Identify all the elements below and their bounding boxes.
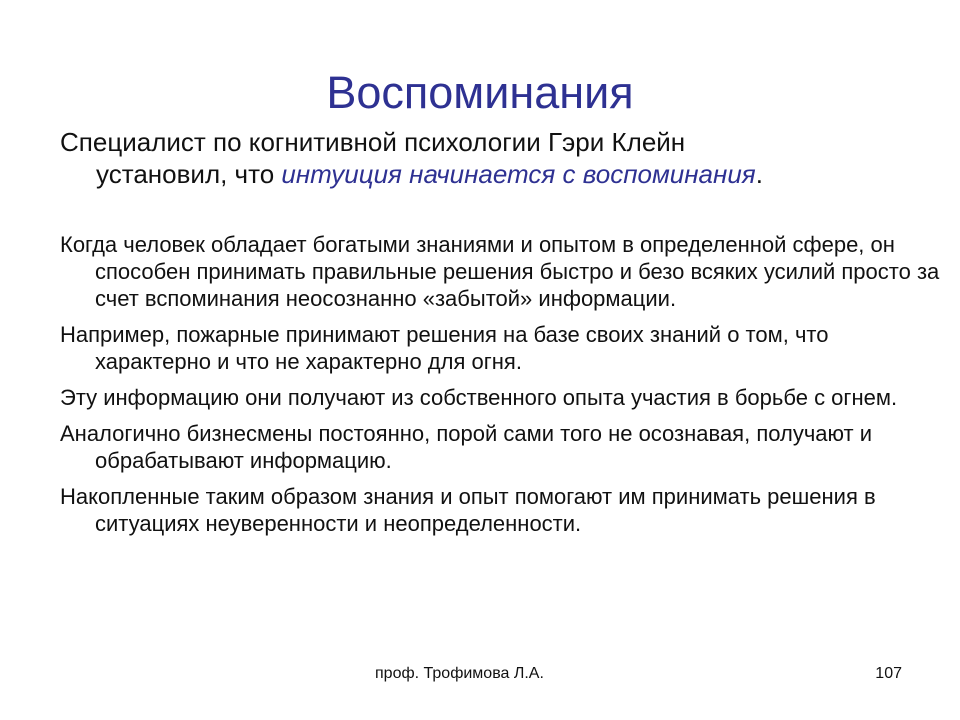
paragraph-businessmen: Аналогично бизнесмены постоянно, порой сами того не осознавая, получают и обрабатывают информацию. <box>60 421 873 473</box>
paragraph-accumulated-knowledge: Накопленные таким образом знания и опыт помогают им принимать решения в ситуациях неуверенности и неопределенности. <box>60 484 876 536</box>
footer-author: проф. Трофимова Л.А. <box>375 665 544 682</box>
lead-line-2-prefix: установил, что <box>96 159 282 189</box>
page-number: 107 <box>875 665 902 682</box>
lead-line-2 <box>60 158 920 190</box>
body-text <box>60 231 940 546</box>
lead-line-1: Специалист по когнитивной психологии Гэри Клейн <box>60 127 686 157</box>
paragraph-experience: Когда человек обладает богатыми знаниями и опытом в определенной сфере, он способен принимать правильные решения быстро и безо всяких усилий просто за счет вспоминания неосознанно «забытой» информации. <box>60 232 940 311</box>
paragraph-own-experience: Эту информацию они получают из собственного опыта участия в борьбе с огнем. <box>60 385 898 410</box>
slide-title: Воспоминания <box>326 67 634 118</box>
lead-line-2-suffix: . <box>755 159 763 189</box>
lead-accent-phrase: интуиция начинается с воспоминания <box>281 159 756 189</box>
paragraph-firefighters: Например, пожарные принимают решения на базе своих знаний о том, что характерно и что не характерно для огня. <box>60 322 829 374</box>
lead-statement <box>60 126 920 190</box>
